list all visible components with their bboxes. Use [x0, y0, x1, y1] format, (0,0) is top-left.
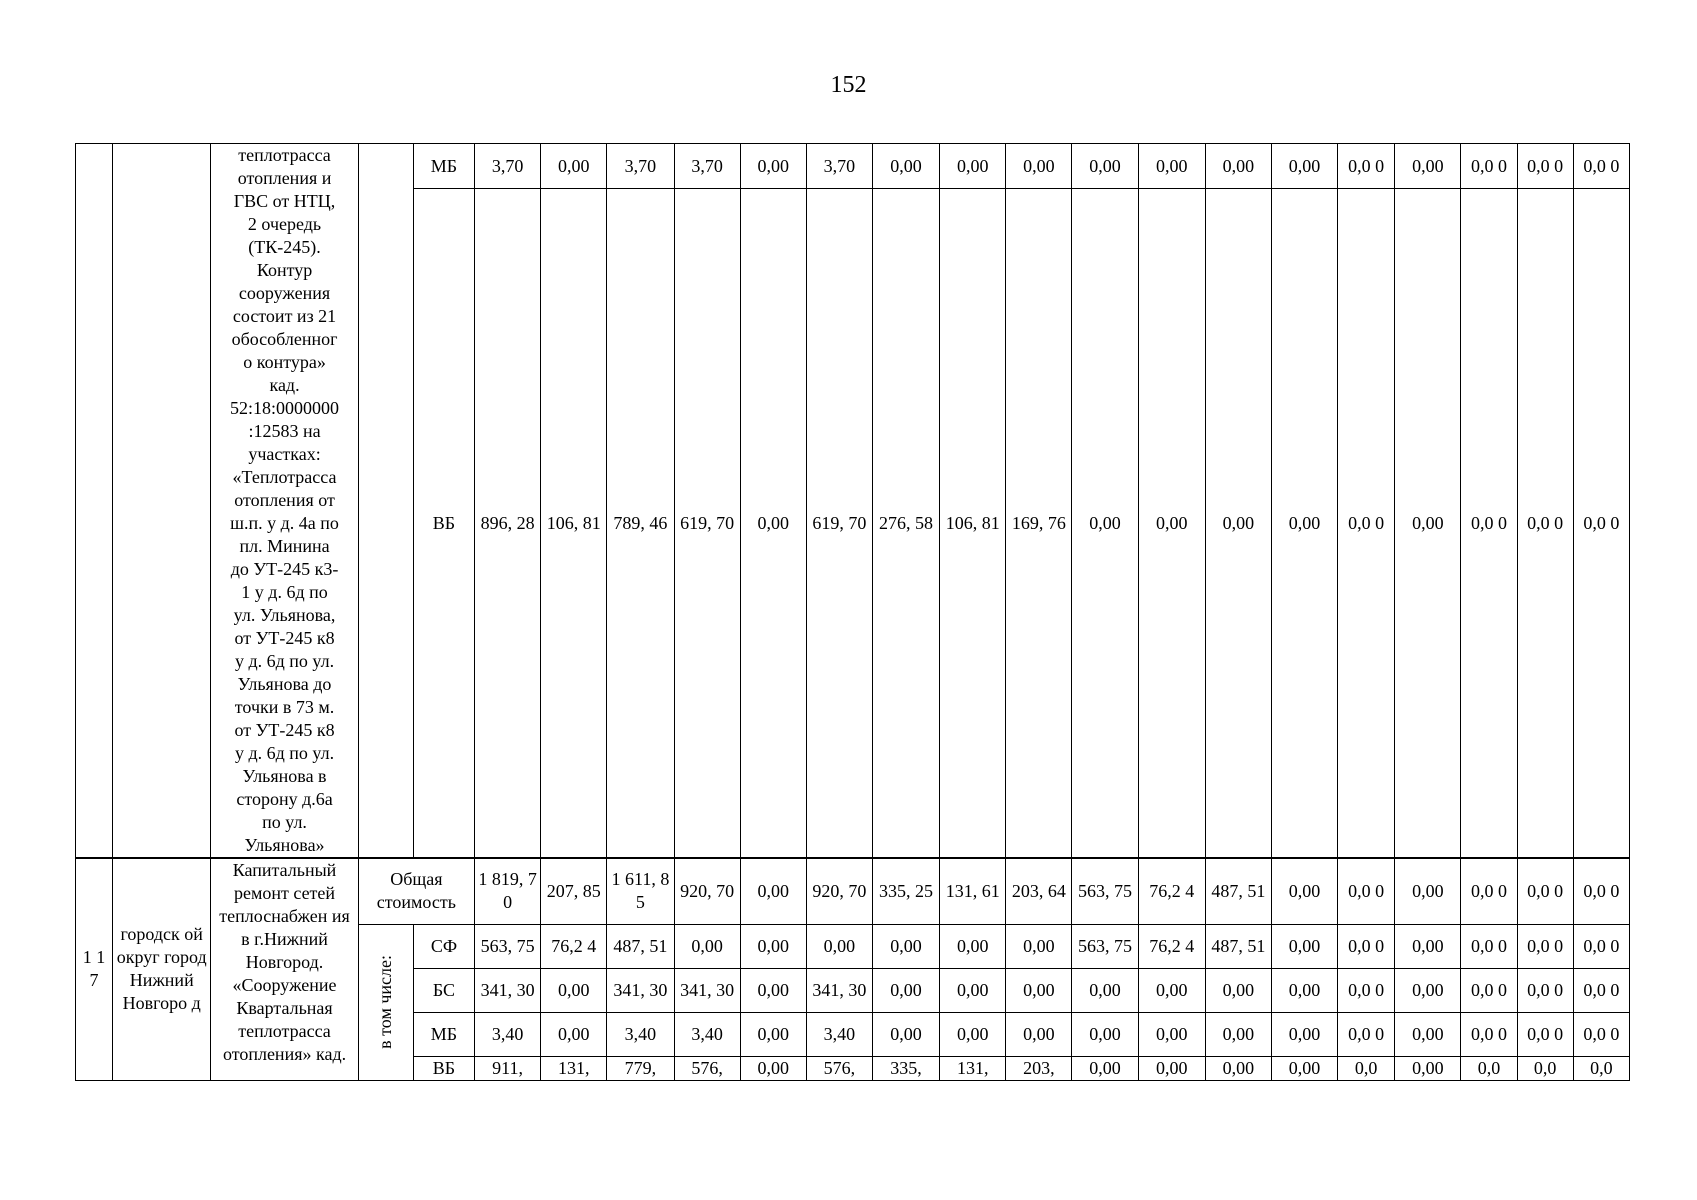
value-cell: 3,70	[674, 144, 740, 189]
value-cell: 3,40	[607, 1012, 674, 1056]
value-cell: 0,00	[1395, 144, 1461, 189]
value-cell: 0,00	[872, 968, 939, 1012]
value-cell: 576,	[674, 1056, 740, 1080]
value-cell: 0,0 0	[1573, 858, 1629, 924]
value-cell: 576,	[806, 1056, 872, 1080]
value-cell: 0,00	[872, 1012, 939, 1056]
value-cell: 0,0	[1573, 1056, 1629, 1080]
value-cell: 3,40	[674, 1012, 740, 1056]
funding-source-ВБ: ВБ	[413, 189, 474, 858]
value-cell: 0,00	[541, 968, 607, 1012]
value-cell: 563, 75	[475, 924, 541, 968]
value-cell: 0,00	[1006, 1012, 1072, 1056]
value-cell: 0,00	[1006, 924, 1072, 968]
value-cell: 0,0 0	[1573, 968, 1629, 1012]
municipality-cell	[113, 144, 211, 859]
funding-source-БС: БС	[413, 968, 474, 1012]
value-cell: 0,00	[1395, 1012, 1461, 1056]
value-cell: 0,0 0	[1573, 1012, 1629, 1056]
value-cell: 920, 70	[674, 858, 740, 924]
value-cell: 106, 81	[940, 189, 1006, 858]
value-cell: 3,40	[475, 1012, 541, 1056]
value-cell: 563, 75	[1072, 924, 1138, 968]
value-cell: 0,00	[674, 924, 740, 968]
value-cell: 0,00	[1006, 968, 1072, 1012]
value-cell: 0,0 0	[1517, 1012, 1573, 1056]
value-cell: 0,0 0	[1461, 1012, 1517, 1056]
value-cell: 0,0 0	[1338, 968, 1395, 1012]
value-cell: 0,00	[1271, 189, 1337, 858]
value-cell: 0,00	[940, 1012, 1006, 1056]
value-cell: 0,00	[740, 1012, 806, 1056]
value-cell: 0,00	[940, 144, 1006, 189]
object-description-text: теплотрасса отопления и ГВС от НТЦ, 2 очередь (ТК-245). Контур сооружения состоит из 21 обособленног о контура» кад. 52:18:0000000 :12583 на участках: «Теплотрасса отопления от ш.п. у д. 4а по пл. Минина до УТ-245 к3- 1 у д. 6д по ул. Ульянова, от УТ-245 к8 у д. 6д по ул. Ульянова до точки в 73 м. от УТ-245 к8 у д. 6д по ул. Ульянова в сторону д.6а по ул. Ульянова»	[230, 145, 340, 855]
value-cell: 619, 70	[806, 189, 872, 858]
value-cell: 0,0	[1461, 1056, 1517, 1080]
value-cell: 0,00	[1006, 144, 1072, 189]
value-cell: 0,00	[740, 189, 806, 858]
value-cell: 0,00	[1271, 968, 1337, 1012]
value-cell: 76,2 4	[1138, 924, 1205, 968]
value-cell: 0,0 0	[1338, 189, 1395, 858]
value-cell: 1 611, 85	[607, 858, 674, 924]
value-cell: 563, 75	[1072, 858, 1138, 924]
subtotal-label-cell	[358, 144, 413, 859]
value-cell: 76,2 4	[1138, 858, 1205, 924]
budget-table	[75, 143, 1630, 1081]
value-cell: 0,00	[740, 924, 806, 968]
value-cell: 0,0 0	[1461, 858, 1517, 924]
value-cell: 341, 30	[607, 968, 674, 1012]
value-cell: 0,0 0	[1573, 924, 1629, 968]
funding-source-СФ: СФ	[413, 924, 474, 968]
value-cell: 0,00	[541, 144, 607, 189]
value-cell: 0,00	[541, 1012, 607, 1056]
value-cell: 0,00	[1072, 968, 1138, 1012]
value-cell: 0,00	[1205, 968, 1271, 1012]
value-cell: 0,00	[1395, 189, 1461, 858]
value-cell: 0,00	[940, 924, 1006, 968]
value-cell: 0,00	[872, 144, 939, 189]
value-cell: 0,0 0	[1573, 144, 1629, 189]
value-cell: 0,00	[1138, 1012, 1205, 1056]
value-cell: 203, 64	[1006, 858, 1072, 924]
funding-source-МБ: МБ	[413, 1012, 474, 1056]
value-cell: 0,00	[1205, 144, 1271, 189]
object-description: Капитальный ремонт сетей теплоснабжен ия в г.Нижний Новгород. «Сооружение Квартальная теплотрасса отопления» кад.	[211, 858, 358, 1080]
value-cell: 131, 61	[940, 858, 1006, 924]
value-cell: 3,70	[806, 144, 872, 189]
value-cell: 487, 51	[607, 924, 674, 968]
value-cell: 0,0 0	[1517, 144, 1573, 189]
value-cell: 619, 70	[674, 189, 740, 858]
value-cell: 0,0 0	[1338, 144, 1395, 189]
value-cell: 3,40	[806, 1012, 872, 1056]
value-cell: 0,00	[1395, 924, 1461, 968]
value-cell: 0,00	[1138, 1056, 1205, 1080]
value-cell: 0,00	[740, 858, 806, 924]
value-cell: 0,00	[1138, 144, 1205, 189]
value-cell: 341, 30	[806, 968, 872, 1012]
value-cell: 0,00	[1205, 1056, 1271, 1080]
value-cell: 276, 58	[872, 189, 939, 858]
value-cell: 0,0 0	[1338, 1012, 1395, 1056]
value-cell: 0,0 0	[1517, 924, 1573, 968]
value-cell: 3,70	[475, 144, 541, 189]
value-cell: 0,0 0	[1338, 858, 1395, 924]
value-cell: 0,0 0	[1461, 144, 1517, 189]
row-number-cell	[76, 144, 113, 859]
row-number-cell: 1 1 7	[76, 858, 113, 1080]
value-cell: 335,	[872, 1056, 939, 1080]
value-cell: 0,00	[1395, 858, 1461, 924]
value-cell: 0,0	[1517, 1056, 1573, 1080]
funding-source-ВБ: ВБ	[413, 1056, 474, 1080]
including-label-wrap	[361, 955, 411, 1049]
value-cell: 0,00	[1395, 1056, 1461, 1080]
value-cell: 0,00	[740, 1056, 806, 1080]
value-cell: 0,0 0	[1461, 924, 1517, 968]
value-cell: 0,00	[940, 968, 1006, 1012]
municipality-cell: городск ой округ город Нижний Новгоро д	[113, 858, 211, 1080]
value-cell: 0,0	[1338, 1056, 1395, 1080]
value-cell: 487, 51	[1205, 858, 1271, 924]
value-cell: 0,00	[1072, 189, 1138, 858]
table-row	[76, 858, 1630, 924]
value-cell: 341, 30	[475, 968, 541, 1012]
value-cell: 0,00	[1271, 144, 1337, 189]
page-number: 152	[830, 72, 867, 98]
value-cell: 0,00	[1138, 968, 1205, 1012]
value-cell: 207, 85	[541, 858, 607, 924]
value-cell: 0,00	[1271, 924, 1337, 968]
value-cell: 0,00	[740, 144, 806, 189]
value-cell: 0,0 0	[1517, 858, 1573, 924]
value-cell: 131,	[541, 1056, 607, 1080]
object-description	[211, 144, 358, 859]
value-cell: 203,	[1006, 1056, 1072, 1080]
including-label-cell	[358, 924, 413, 1080]
value-cell: 169, 76	[1006, 189, 1072, 858]
value-cell: 341, 30	[674, 968, 740, 1012]
value-cell: 911,	[475, 1056, 541, 1080]
value-cell: 0,00	[1138, 189, 1205, 858]
value-cell: 896, 28	[475, 189, 541, 858]
value-cell: 131,	[940, 1056, 1006, 1080]
funding-source-МБ: МБ	[413, 144, 474, 189]
value-cell: 789, 46	[607, 189, 674, 858]
value-cell: 0,0 0	[1517, 968, 1573, 1012]
value-cell: 1 819, 70	[475, 858, 541, 924]
table-row	[76, 144, 1630, 189]
value-cell: 335, 25	[872, 858, 939, 924]
including-label: в том числе:	[375, 955, 396, 1049]
value-cell: 106, 81	[541, 189, 607, 858]
value-cell: 0,00	[872, 924, 939, 968]
value-cell: 0,0 0	[1573, 189, 1629, 858]
total-cost-label: Общая стоимость	[358, 858, 474, 924]
value-cell: 0,0 0	[1461, 189, 1517, 858]
value-cell: 0,00	[1271, 1012, 1337, 1056]
value-cell: 0,00	[1072, 1056, 1138, 1080]
value-cell: 0,00	[1271, 1056, 1337, 1080]
value-cell: 0,0 0	[1517, 189, 1573, 858]
value-cell: 0,00	[740, 968, 806, 1012]
value-cell: 920, 70	[806, 858, 872, 924]
value-cell: 0,0 0	[1461, 968, 1517, 1012]
value-cell: 0,00	[1072, 144, 1138, 189]
value-cell: 0,00	[806, 924, 872, 968]
value-cell: 0,00	[1395, 968, 1461, 1012]
value-cell: 3,70	[607, 144, 674, 189]
value-cell: 0,00	[1271, 858, 1337, 924]
value-cell: 76,2 4	[541, 924, 607, 968]
value-cell: 0,00	[1072, 1012, 1138, 1056]
value-cell: 779,	[607, 1056, 674, 1080]
value-cell: 0,00	[1205, 1012, 1271, 1056]
value-cell: 487, 51	[1205, 924, 1271, 968]
value-cell: 0,00	[1205, 189, 1271, 858]
value-cell: 0,0 0	[1338, 924, 1395, 968]
